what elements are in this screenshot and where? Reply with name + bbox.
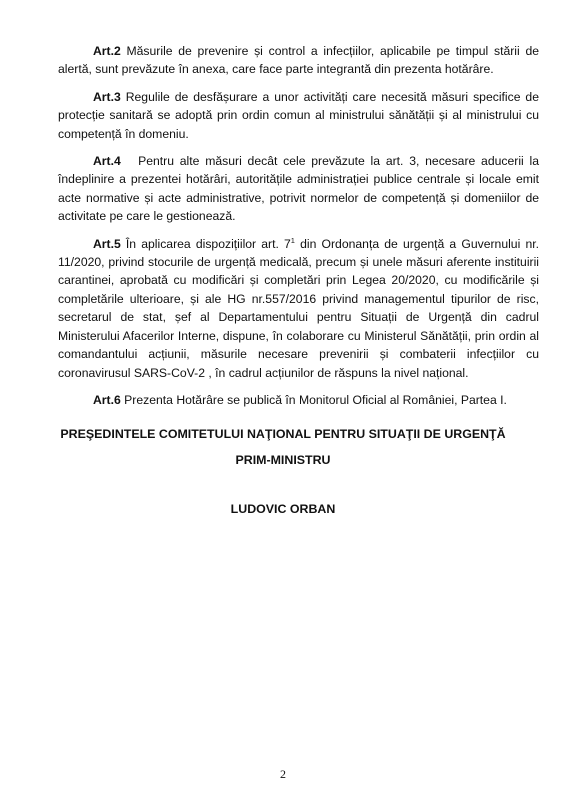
article-4-label: Art.4 <box>93 154 121 169</box>
page-number: 2 <box>280 767 286 781</box>
article-6-label: Art.6 <box>93 392 121 407</box>
article-4-text: Pentru alte măsuri decât cele prevăzute la art. 3, necesare aducerii la îndeplinire a prezentei hotărâri, autoritățile administrației publice centrale și locale emit acte normative și acte administrative, potrivit normelor de competență și domeniilor de activitate pe care le gestionează. <box>58 154 543 224</box>
article-5-text-before: În aplicarea dispozițiilor art. 7 <box>120 236 291 251</box>
article-2-label: Art.2 <box>93 44 121 58</box>
article-3 <box>58 88 539 143</box>
article-5-text-after: din Ordonanța de urgență a Guvernului nr. 11/2020, privind stocurile de urgență medicală, precum și unele măsuri aferente instituirii carantinei, aprobată cu modificări și completări prin Legea 20/2020, cu modificările și completările ulterioare, și ale HG nr.557/2016 privind managementul tipurilor de risc, secretarul de stat, șef al Departamentului pentru Situații de Urgență din cadrul Ministerului Afacerilor Interne, dispune, în colaborare cu Ministerul Sănătății, prin ordin al comandantului acțiunii, măsurile necesare prevenirii și combaterii infecțiilor cu coronavirusul SARS-CoV-2 , în cadrul acțiunilor de răspuns la nivel național. <box>58 236 539 380</box>
signature-title: PREŞEDINTELE COMITETULUI NAŢIONAL PENTRU SITUAŢII DE URGENŢĂ <box>60 427 506 441</box>
article-5-label: Art.5 <box>93 236 121 251</box>
signatory-name: LUDOVIC ORBAN <box>230 502 336 516</box>
article-4 <box>58 152 543 226</box>
article-6-text: Prezenta Hotărâre se publică în Monitorul Oficial al României, Partea I. <box>120 392 507 407</box>
signature-role: PRIM-MINISTRU <box>235 453 331 467</box>
article-3-text: Regulile de desfășurare a unor activități care necesită măsuri specifice de protecție sanitară se adoptă prin ordin comun al ministrului sănătății și al ministrului cu competență în domeniu. <box>58 89 539 141</box>
article-2 <box>58 42 539 79</box>
article-6 <box>58 391 539 409</box>
article-5 <box>58 235 539 382</box>
document-body <box>58 42 543 418</box>
article-2-text: Măsurile de prevenire și control a infecțiilor, aplicabile pe timpul stării de alertă, sunt prevăzute în anexa, care face parte integrantă din prezenta hotărâre. <box>58 44 539 77</box>
article-3-label: Art.3 <box>93 89 121 104</box>
article-5-superscript: 1 <box>290 235 295 245</box>
